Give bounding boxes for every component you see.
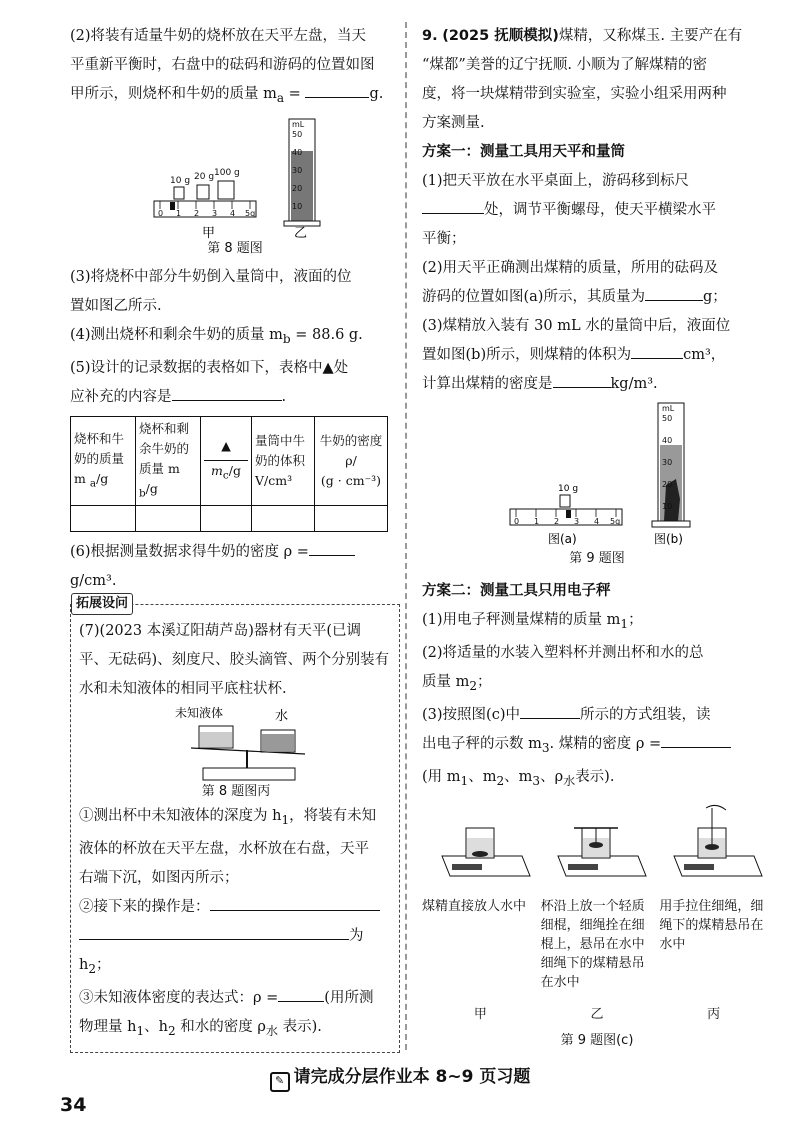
- p1-3-line-3: 计算出煤精的密度是 kg/m³.: [422, 370, 772, 399]
- footer-homework-note: ✎ 请完成分层作业本 8~9 页习题: [0, 1064, 800, 1092]
- fig9c-label-yi: 乙: [590, 1006, 604, 1022]
- pen-icon: ✎: [270, 1072, 290, 1092]
- svg-text:10: 10: [292, 201, 303, 211]
- weight-10g: [174, 187, 184, 199]
- step2-answer-blank-1[interactable]: [210, 893, 380, 911]
- step3-line-1: ③未知液体密度的表达式：ρ = (用所测: [79, 984, 393, 1013]
- right-column: [422, 22, 772, 1048]
- q7-line-2: 平、无砝码)、刻度尺、胶头滴管、两个分别装有: [79, 652, 390, 669]
- p2-1-line: (1)用电子秤测量煤精的质量 $m_1$；: [422, 612, 643, 631]
- p2-2-line-2: 质量 $m_2$；: [422, 673, 492, 693]
- step3-answer-blank[interactable]: [278, 984, 324, 1002]
- fig8-bing-caption: 第 8 题图丙: [201, 784, 271, 800]
- p2-3-line-1: (3)按照图(c)中 所示的方式组装，读: [422, 701, 772, 730]
- svg-text:1: 1: [534, 517, 540, 526]
- svg-text:5g: 5g: [610, 517, 621, 526]
- svg-text:0: 0: [158, 208, 164, 218]
- column-divider: [405, 22, 407, 1050]
- fig9c-label-jia: 甲: [473, 1006, 487, 1022]
- svg-text:10: 10: [662, 502, 673, 511]
- p2-2-line-1: (2)将适量的水装入塑料杯并测出杯和水的总: [422, 644, 704, 661]
- q3-line-1: (3)将烧杯中部分牛奶倒入量筒中，液面的位: [70, 268, 352, 285]
- svg-text:2: 2: [194, 208, 200, 218]
- step3-line-2: 物理量 $h_1$、$h_2$ 和水的密度 $\rho_水$ 表示).: [79, 1019, 322, 1038]
- p2-3-density-blank[interactable]: [661, 730, 731, 748]
- p1-1-line-3: 平衡；: [422, 231, 466, 247]
- scale-jia: [442, 828, 530, 876]
- th-triangle: ▲ $m_c/g$: [201, 416, 252, 506]
- q5-answer-blank[interactable]: [172, 383, 282, 401]
- fig9-svg: [422, 399, 772, 557]
- q9-line-4: 方案测量.: [422, 115, 485, 131]
- q2-answer-blank[interactable]: [305, 80, 369, 98]
- svg-text:2: 2: [554, 517, 560, 526]
- fig9c-caption: 第 9 题图(c): [560, 1032, 634, 1048]
- p1-1-answer-blank[interactable]: [422, 196, 484, 214]
- fig8-bing-svg: [79, 704, 391, 784]
- record-table: [70, 416, 388, 533]
- p1-3-line-1: (3)煤精放入装有 30 mL 水的量筒中后，液面位: [422, 318, 731, 334]
- fig9-b: [652, 403, 690, 546]
- p2-3-line-3: (用 $m_1$、$m_2$、$m_3$、$\rho_水$表示).: [422, 768, 615, 788]
- q9-line-3: 度，将一块煤精带到实验室，实验小组采用两种: [422, 86, 727, 102]
- scale-bing: [674, 805, 762, 876]
- p1-2-line-2: 游码的位置如图(a)所示，其质量为 g；: [422, 283, 772, 312]
- q5-line-1: (5)设计的记录数据的表格如下，表格中▲处: [70, 359, 349, 376]
- left-column: [70, 22, 400, 1053]
- q6-answer-blank[interactable]: [309, 538, 355, 556]
- q9-line-2: “煤都”美誉的辽宁抚顺. 小顺为了解煤精的密: [422, 57, 708, 73]
- svg-text:5g: 5g: [245, 208, 256, 218]
- q4-line: (4)测出烧杯和剩余牛奶的质量 $m_b = 88.6$ g.: [70, 326, 363, 346]
- q2-line-1: [70, 22, 400, 51]
- svg-text:20: 20: [292, 183, 303, 193]
- q3-line-2: 置如图乙所示.: [70, 297, 162, 314]
- fig9-label-a: 图(a): [548, 532, 577, 546]
- q2-line-2: [70, 51, 400, 80]
- extension-tag: 拓展设问: [71, 593, 133, 615]
- fig9c-svg: [422, 804, 772, 886]
- plan2-heading: 方案二：测量工具只用电子秤: [422, 583, 611, 599]
- fig9-weight-10g: [560, 495, 570, 507]
- record-table-header: [71, 416, 388, 506]
- svg-text:3: 3: [574, 517, 580, 526]
- fig8-rider: [170, 202, 175, 210]
- fig8-weights: [170, 168, 240, 199]
- p1-2-answer-blank[interactable]: [645, 283, 703, 301]
- q2-eq: =: [284, 86, 306, 102]
- svg-text:mL: mL: [292, 119, 305, 129]
- q9-line-1: 9. (2025 抚顺模拟)煤精，又称煤玉. 主要产在有: [422, 28, 743, 44]
- fig9c-descriptions: [422, 897, 772, 992]
- svg-text:10 g: 10 g: [558, 484, 579, 494]
- p2-3-line-2: 出电子秤的示数 $m_3$. 煤精的密度 ρ =: [422, 730, 772, 763]
- svg-text:30: 30: [292, 165, 303, 175]
- p1-3-volume-blank[interactable]: [631, 341, 683, 359]
- p1-3-line-2: 置如图(b)所示，则煤精的体积为 cm³，: [422, 341, 772, 370]
- weight-label-100g: 100 g: [214, 167, 240, 178]
- q2-sub: a: [276, 90, 285, 105]
- q7-line-3: 水和未知液体的相同平底柱状杯.: [79, 681, 287, 698]
- q2-text-c: 甲所示，则烧杯和牛奶的质量 m: [70, 86, 277, 102]
- th-cylinder-volume: 量筒中牛奶的体积 V/cm³: [252, 416, 315, 506]
- th-beaker-milk: 烧杯和牛奶的质量 m $_a$/g: [71, 416, 136, 506]
- fig8-caption: 第 8 题图: [207, 240, 263, 256]
- step1-line-1: ①测出杯中未知液体的深度为 $h_1$，将装有未知: [79, 808, 377, 828]
- fig9c-labels: [422, 1000, 772, 1029]
- q5-line-2: 应补充的内容是 .: [70, 383, 400, 412]
- svg-text:4: 4: [594, 517, 600, 526]
- fig9-label-b: 图(b): [654, 532, 683, 546]
- record-table-row: [71, 506, 388, 532]
- figure-8: [70, 113, 400, 263]
- extension-box: [70, 596, 400, 1053]
- figure-9c: [422, 804, 772, 1048]
- p1-1-line-1: (1)把天平放在水平桌面上，游码移到标尺: [422, 173, 690, 189]
- fig9c-desc-yi: 杯沿上放一个轻质细棍，细绳拴在细棍上，悬吊在水中细绳下的煤精悬吊在水中: [540, 898, 645, 990]
- th-beaker-remaining: 烧杯和剩余牛奶的质量 m $_b$/g: [136, 416, 201, 506]
- svg-text:50: 50: [292, 129, 303, 139]
- p2-3-method-blank[interactable]: [520, 701, 580, 719]
- p1-3-density-blank[interactable]: [553, 370, 611, 388]
- weight-label-20g: 20 g: [194, 171, 215, 182]
- p1-2-line-1: (2)用天平正确测出煤精的质量，所用的砝码及: [422, 260, 719, 276]
- scale-yi: [558, 828, 646, 876]
- figure-8-bing: [79, 704, 393, 802]
- fig8-label-yi: 乙: [294, 225, 308, 241]
- figure-9: [422, 399, 772, 577]
- svg-text:0: 0: [514, 517, 520, 526]
- svg-text:1: 1: [176, 208, 182, 218]
- q2-text-b: 平重新平衡时，右盘中的砝码和游码的位置如图: [70, 57, 375, 73]
- step1-line-2: 液体的杯放在天平左盘，水杯放在右盘，天平: [79, 841, 369, 858]
- svg-text:4: 4: [230, 208, 236, 218]
- q2-line-3: [70, 80, 400, 113]
- label-unknown-liquid: 未知液体: [175, 706, 224, 721]
- weight-label-10g: 10 g: [170, 175, 191, 186]
- fig9c-desc-jia: 煤精直接放人水中: [422, 898, 527, 914]
- page-number: 34: [60, 1094, 87, 1116]
- fig9-a: [510, 484, 622, 546]
- q6-line-2: g/cm³.: [70, 573, 117, 590]
- svg-text:3: 3: [212, 208, 218, 218]
- q6-line-1: (6)根据测量数据求得牛奶的密度 ρ =: [70, 538, 400, 567]
- fig8-cylinder: [284, 119, 320, 226]
- step1-line-3: 右端下沉，如图丙所示；: [79, 870, 239, 887]
- label-water: 水: [275, 709, 289, 725]
- fig8-balance-svg: [70, 113, 400, 241]
- fig9-caption: 第 9 题图: [569, 551, 625, 566]
- fig8-ruler: [154, 201, 256, 218]
- svg-text:mL: mL: [662, 404, 675, 413]
- q2-unit: g.: [369, 86, 384, 102]
- th-density: 牛奶的密度 ρ/ (g · cm⁻³): [315, 416, 388, 506]
- balance-base: [203, 768, 295, 780]
- fig8-label-jia: 甲: [202, 225, 216, 241]
- plan1-heading: 方案一：测量工具用天平和量筒: [422, 144, 625, 160]
- weight-100g: [218, 181, 234, 199]
- step2-line-1: ②接下来的操作是：: [79, 893, 393, 922]
- q7-line-1: (7)(2023 本溪辽阳葫芦岛)器材有天平(已调: [79, 623, 362, 640]
- svg-text:20: 20: [662, 480, 673, 489]
- fig9c-label-bing: 丙: [707, 1006, 721, 1022]
- svg-text:50: 50: [662, 414, 673, 423]
- weight-20g: [197, 185, 209, 199]
- step2-line-2: 为 $h_2$；: [79, 922, 393, 984]
- q2-text-a: (2)将装有适量牛奶的烧杯放在天平左盘，当天: [70, 28, 367, 44]
- p1-1-line-2: 处，调节平衡螺母，使天平横梁水平: [422, 196, 772, 225]
- svg-text:40: 40: [662, 436, 673, 445]
- svg-text:30: 30: [662, 458, 673, 467]
- svg-text:40: 40: [292, 147, 303, 157]
- step2-answer-blank-2[interactable]: [79, 922, 349, 940]
- fig9-rider: [566, 510, 571, 518]
- fig9c-desc-bing: 用手拉住细绳，细绳下的煤精悬吊在水中: [659, 898, 764, 952]
